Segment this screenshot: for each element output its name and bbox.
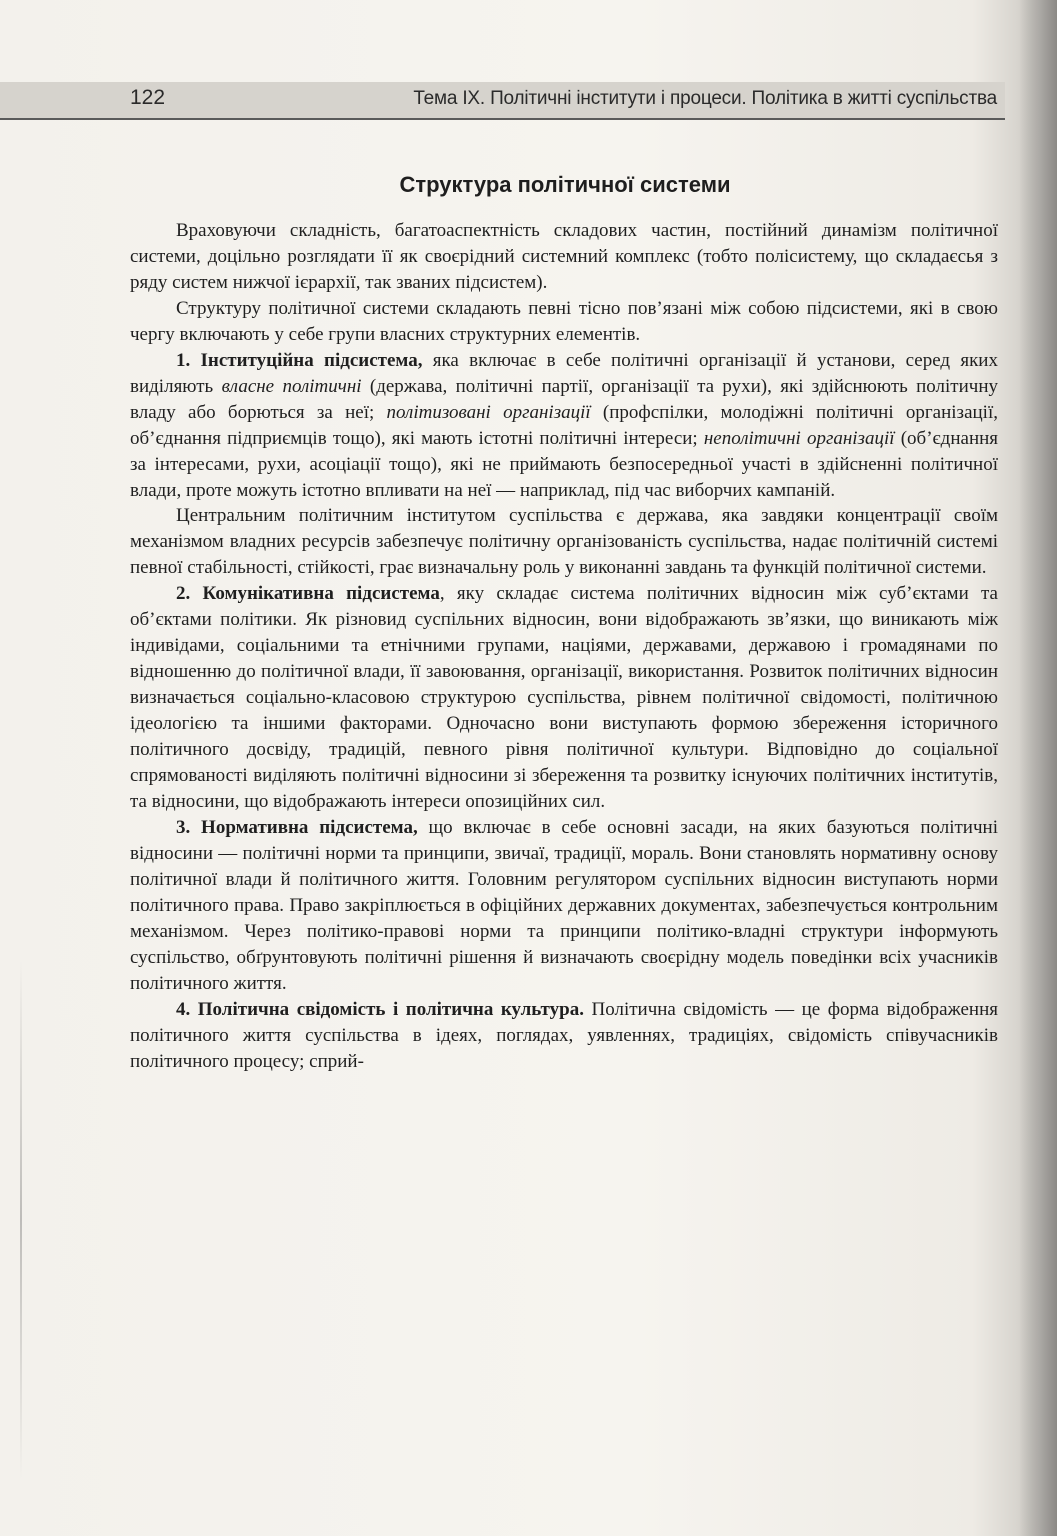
paragraph-text: яка включає в себе політичні організації й установи, серед яких виділяють <box>130 349 998 397</box>
page-edge-mark <box>20 960 22 1480</box>
paragraph-consciousness <box>130 997 998 1075</box>
page-number: 122 <box>130 86 166 109</box>
paragraph-lead: 1. Інституційна підсистема, <box>176 349 423 371</box>
paragraph-2: Структуру політичної системи складають певні тісно пов’язані між собою підсистеми, які в свою чергу включають у себе групи власних структурних елементів. <box>130 297 998 345</box>
paragraph-lead: 3. Нормативна підсистема, <box>176 816 418 838</box>
paragraph-text: Політична свідомість — це форма відображення політичного життя суспільства в ідеях, поглядах, уявленнях, традиціях, свідомість співучасників політичного процесу; сприй- <box>130 998 998 1072</box>
paragraph-communicative <box>130 581 998 815</box>
paragraph-text: що включає в себе основні засади, на яких базуються політичні відносини — політичні норми та принципи, звичаї, традиції, мораль. Вони становлять нормативну основу політичної влади й політичного життя. Головним регулятором суспільних відносин виступають норми політичного права. Право закріплюється в офіційних державних документах, забезпечується контрольним механізмом. Через політико-правові норми та принципи політико-владні структури інформують суспільство, обґрунтовують політичні рішення й визначають своєрідну модель поведінки всіх учасників політичного життя. <box>130 816 998 994</box>
paragraph-lead: 4. Політична свідомість і політична культура. <box>176 998 584 1020</box>
running-header <box>0 82 1005 120</box>
paragraph-institutional <box>130 348 998 504</box>
paragraph-state: Центральним політичним інститутом суспільства є держава, яка завдяки концентрації своїм механізмом владних ресурсів забезпечує політичну організованість суспільства, надає політичній системі певної стабільності, стійкості, грає визначальну роль у виконанні завдань та функцій політичної системи. <box>130 505 998 579</box>
paragraph-text: , яку складає система політичних відносин між суб’єктами та об’єктами політики. Як різновид суспільних відносин, вони відображають зв’язки, що виникають між індивідами, соціальними та етнічними групами, націями, державами, державою і громадянами по відношенню до політичної влади, її завоювання, організації, використання. Розвиток політичних відносин визначається соціально-класовою структурою суспільства, рівнем політичної свідомості, політичною ідеологією та іншими факторами. Одночасно вони виступають формою збереження історичного політичного досвіду, традицій, певного рівня політичної культури. Відповідно до соціальної спрямованості виділяють політичні відносини зі збереження та розвитку існуючих політичних інститутів, та відносини, що відображають інтереси опозиційних сил. <box>130 583 998 812</box>
body-text <box>130 218 998 1074</box>
running-title: Тема IX. Політичні інститути і процеси. Політика в житті суспільства <box>413 88 997 109</box>
paragraph-normative <box>130 815 998 997</box>
emphasis-term: власне політичні <box>221 375 362 397</box>
page-gutter-shadow <box>1019 0 1057 1536</box>
section-title: Структура політичної системи <box>399 172 731 197</box>
paragraph-text: (об’єднання за інтересами, рухи, асоціації тощо), які не приймають безпосередньої участі в здійсненні політичної влади, проте можуть істотно впливати на неї — наприклад, під час виборчих кампаній. <box>130 427 999 501</box>
emphasis-term: неполітичні організації <box>703 427 895 449</box>
paragraph-lead: 2. Комунікативна підсистема <box>176 583 440 605</box>
paragraph-1: Враховуючи складність, багатоаспектність складових частин, постійний динамізм політичної системи, доцільно розглядати її як своєрідний системний комплекс (тобто полісистему, що складаєсья з ряду систем нижчої ієрархії, так званих підсистем). <box>130 220 998 293</box>
emphasis-term: політизовані організації <box>386 401 591 423</box>
paragraph-text: (профспілки, молодіжні політичні організації, об’єднання підприємців тощо), які мають істотні політичні інтереси; <box>130 401 998 449</box>
paragraph-text: (держава, політичні партії, організації та рухи), які здійснюють політичну владу або борються за неї; <box>130 375 998 423</box>
